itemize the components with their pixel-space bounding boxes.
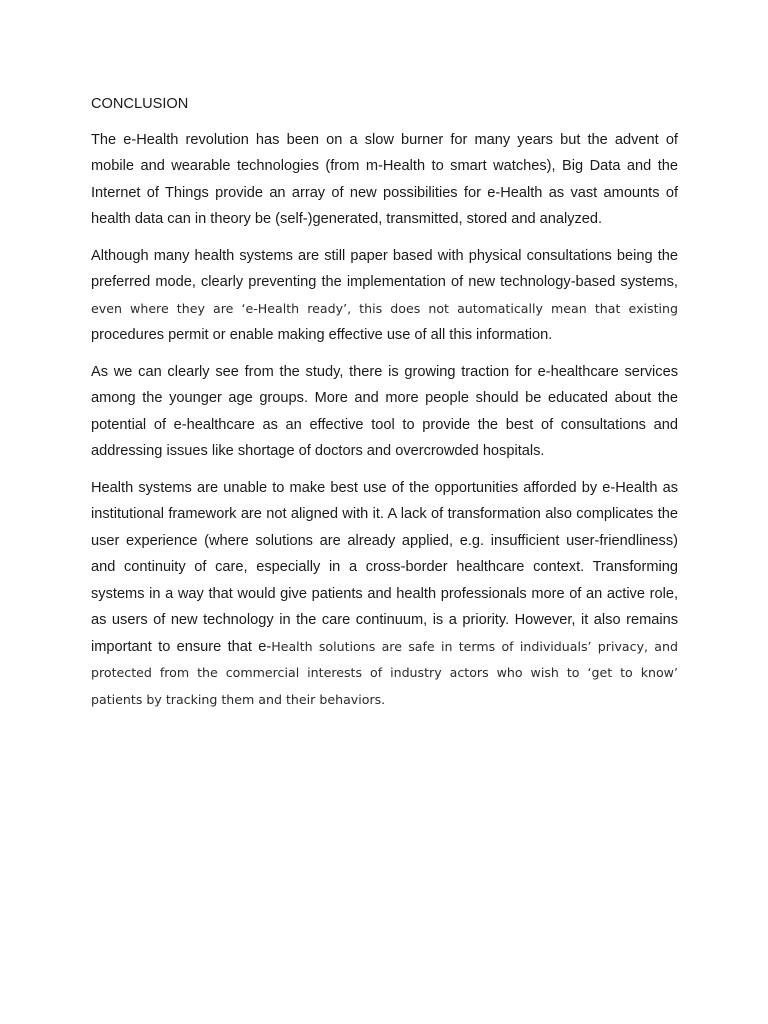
paragraph-text: procedures permit or enable making effective use of all this information. <box>91 327 553 343</box>
paragraph-text: As we can clearly see from the study, there is growing traction for e-healthcare services among the younger age groups. More and more people should be educated about the potential of e-healthcare as an effective tool to provide the best of consultations and addressing issues like shortage of doctors and overcrowded hospitals. <box>91 363 678 459</box>
paragraph-text: Although many health systems are still paper based with physical consultations being the preferred mode, clearly preventing the implementation of new technology-based systems, <box>91 247 678 290</box>
paragraph-health-systems-transformation <box>91 475 678 714</box>
paragraph-younger-age-groups <box>91 359 678 465</box>
paragraph-ehealth-revolution <box>91 127 678 233</box>
paragraph-text: Health systems are unable to make best use of the opportunities afforded by e-Health as institutional framework are not aligned with it. A lack of transformation also complicates the user experience (where solutions are already applied, e.g. insufficient user-friendliness) and continuity of care, especially in a cross-border healthcare context. Transforming systems in a way that would give patients and health professionals more of an active role, as users of new technology in the care continuum, is a priority. However, it also remains important to ensure that e- <box>91 479 678 655</box>
document-body <box>91 91 678 723</box>
conclusion-heading: CONCLUSION <box>91 96 189 112</box>
paragraph-text-alt-font: Health solutions are safe in terms of individuals’ privacy, and protected from the commercial interests of industry actors who wish to ‘get to know’ patients by tracking them and their behaviors. <box>91 638 678 707</box>
paragraph-text-alt-font: even where they are ‘e-Health ready’, this does not automatically mean that existing <box>91 300 678 316</box>
paragraph-paper-based-systems <box>91 243 678 349</box>
paragraph-text: The e-Health revolution has been on a slow burner for many years but the advent of mobile and wearable technologies (from m-Health to smart watches), Big Data and the Internet of Things provide an array of new possibilities for e-Health as vast amounts of health data can in theory be (self-)generated, transmitted, stored and analyzed. <box>91 131 678 227</box>
